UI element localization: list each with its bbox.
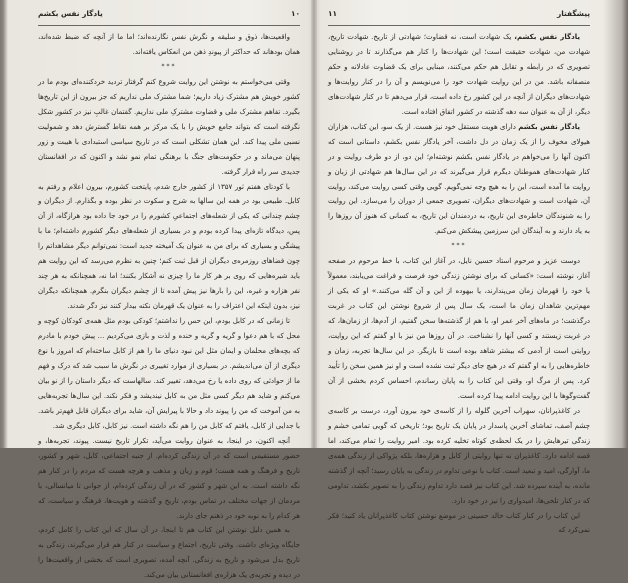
body-paragraph: به همین دلیل نوشتن این کتاب هم تا اینجا، در آن سال که این کتاب را کامل کردم، جایگاه ویژه‌ای داشت. وقتی تاریخ، اجتماع و سیاست در کنار هم قرار می‌گیرند، زندگی به تاریخ بدل می‌شود و تاریخ به زندگی. آنچه آمده، تصویری است که بخشی از واقعیت‌ها را در دیده و تجربه‌ی یک هزاره‌ی افغانستانی بیان می‌کند. — [38, 525, 300, 580]
body-paragraph: با کودتای هفتم ثور ۱۳۵۷ از کشور خارج شدم، پایتخت کشورم، بیرون اعلام و رفتم به کابل. طبیعی بود در همه این سالها به شرح و سکوت در نظر بوده و بگذارم. از دیگران و چشم چندانی که یکی از شعله‌های اجتماعیِ کشورم را در خود جا داده بود هرازگاه، از آن پس، دیدگاه تازه‌ای پیدا کرده بودم و در بسیاری از شعله‌های دیگر کشورم داشته‌ام؛ ما با پیشگی و بسیاری که برای من به عنوان یک آمیخته جدید است: نمی‌توانم دیگر مشاهداتم را چون فضاهای روزمره‌ی دیگران از قبل ثبت کنم؛ چنین به نظرم می‌رسد که این روایت هم باید شیره‌هایی که روی بر هر کار ما را چیزی نه آشکار بکنند؛ اما نه، همچنانکه به هر چند نفر هزاره و غیره، این را بارها نیز پیش آمده تا از چشم دیگران بنگرم. همچنانکه دیگران نیز، بدون اینکه این اعتراف را به عنوان یک قهرمان نکته بیدار کنند نیز دگر شدند. — [38, 181, 300, 311]
body-paragraph — [328, 30, 590, 120]
body-paragraph: وقتی می‌خواستم به نوشتن این روایت شروع کنم گرفتار تردید خردکننده‌ای بودم ما در کشور خویش هم مشترک زیاد داریم؛ شما مشترک ملی نداریم که جز بیرون از این تاریخ‌ها بگیرد. تفاهم مشترک ملی و قضاوت مشترکِ ملی نداریم. گفتمان غالبِ نیز در کشور شکل نگرفته است که بتواند جامع خویش را با یک مرکز بر همه نقاط گسترش دهد و شمولیت نسبی ملی پیدا کند. این همان تشکلی است که در تاریخ سیاسی استبدادی با هیبت و زور پنهان می‌ماند و در حکومت‌های جنگ با برهنگی تمام نمو نشد و اکنون که در افغانستان جدیدی سر راه قرار گرفته. — [38, 76, 300, 176]
section-separator: *** — [451, 242, 467, 250]
section-separator: *** — [161, 62, 177, 70]
left-page — [38, 0, 300, 580]
right-page-header — [328, 6, 590, 26]
body-paragraph: دوست عزیز و مرحوم استاد حسین نایل، در آغاز این کتاب، با خط مرحوم در صفحه آغاز، نوشته است: «کسانی که برای نوشتن زندگی خود فرصت و فراغت می‌یابند، معمولاً یا خود را قهرمان زمان می‌پندارند، یا بیهوده از این و آن گله می‌کنند.» او که یکی از مهم‌ترین شاهدان زمان ما است، یک سال پس از شروع نوشتن این کتاب در غربت درگذشت؛ در ماه‌های آخر عمر او، با هم از گذشته‌ها سخن گفتیم، از آدم‌ها، از زمان‌ها، که در غربت زیستند و کسی آنها را نشناخت. در آن روزها من نیز با او گفتم که این روایت، روایتی است از آدمی که بیشتر شاهد بوده است تا بازیگر. در این سال‌ها تجربه، زمان و خاطره‌هایی را به او گفتم که در هیچ جای دیگر ثبت نشده است و او نیز همین سخن را تأیید کرد. پس از مرگ او، وقتی این کتاب را به پایان رساندم، احساس کردم بخشی از آن گفت‌وگوها با این روایت ادامه پیدا کرده است. — [328, 256, 590, 400]
right-page — [328, 0, 590, 535]
book-gutter — [311, 0, 317, 448]
body-paragraph: در کاغذپرانان، سهراب آخرین گلوله را از کاسه‌ی خود بیرون آورد، درست بر کاسه‌ی چشم آصف، تماشای آخرین پاسدار در پایان یک تاریخ بود؛ تاریخی که گویی تمامی خشم و زندگی تیرهایش را در یک لحظه‌ی کوتاه تخلیه کرده بود. امیر روایت را تمام می‌کند، اما قصه ادامه دارد. کاغذ‌پران نه تنها روایتی از کابل و هزاره‌ها، بلکه پژواکی از زندگی همه‌ی ما، آوارگی، امید و تبعید است. کتاب با نوعی تداوم در زندگی به پایان رسید؛ آنچه از گذشته مانده، به آینده سپرده شد. این کتاب نیز قصد دارد تداوم زندگی را به تصویر بکشد، تداومی که در کنار تلخی‌ها، امیدواری را نیز در خود دارد. — [328, 405, 590, 505]
left-running-title: یادگار نفس بکشم — [38, 9, 103, 19]
paragraph-text: دارای هویت مستقل خود نیز هست. از یک سو، این کتاب، هزاران هیولای مخوف را از یک زمان در دل داشت، آخر یادگار نفس بکشم، داستانی است که اکنون آنها را می‌خواهم در یادگار نفس بکشم نوشته‌ام؛ این دو، از دو طرف روایت و در کنار شهادت‌های هموطنان دیگرم قرار می‌گیرند که در این سال‌ها هم شهادتی از زبان و روایت ما آمده است، این را به هیچ وجه نمی‌گویم. گویی وقتی کسی روایت می‌کند، روایت آن، شهادت است و شهادت‌های دیگران، تصویری جمعی از دوران را می‌سازد. این روایت را به شنوندگان خاطره‌ی این تاریخ، به دردمندان این تاریخ، به کسانی که هنوز آن روزها را به یاد دارند و به آیندگان این سرزمین پیشکش می‌کنم. — [328, 121, 590, 236]
left-page-header — [38, 6, 300, 26]
body-paragraph: این کتاب را در کنار کتاب خالد حسینی در موضع نوشتن کتاب کاغذپرانان یاد کنید؛ فکر نمی‌کرد که — [328, 510, 590, 535]
paragraph-lead: یادگار نفس بکشم — [518, 121, 580, 131]
right-page-body — [328, 30, 590, 538]
body-paragraph — [328, 120, 590, 240]
right-running-title: پیشگفتار — [557, 9, 590, 19]
paragraph-lead: یادگار نفس بکشم، — [514, 32, 580, 41]
left-page-body — [38, 30, 300, 583]
right-page-number: ۱۱ — [328, 9, 338, 19]
paragraph-text: یک شهادت است، نه قضاوت؛ شهادتی از تاریخ. شهادت تاریخ، شهادت من، شهادت حقیقت است؛ این شهادت‌ها را کنار هم می‌گذارند تا در روشنایی تصویری که در رابطه و تقابل هم حکم می‌کنند، مبنایی برای یک قضاوت عادلانه و حکم منصفانه باشد. من در این روایت شهادت خود را می‌نویسم و آن را در کنار روایت‌ها و شهادت‌های دیگران از آنچه در این کشور رخ داده است، قرار می‌دهم تا در کنار شهادت‌های دیگر، از آن به عنوان سه دهه گذشته در کشور اتفاق افتاده است. — [328, 32, 590, 116]
left-page-number: ۱۰ — [290, 9, 300, 19]
body-paragraph: آنچه اکنون، در اینجا، به عنوان روایت می‌آید، تکرار تاریخ نیست. پیوند، تجربه‌ها، و حضور مستقیمی است که در آن زندگی کرده‌ام. از جنبه اجتماعی، کابل، شهر و کشور، تاریخ و فرهنگ و همه هست؛ قوم و زبان و مذهب و هرچه هست که مردم را در کنار هم نگه داشته است. به این شهر و کشور که در آن زندگی کرده‌ام، از جوانی تا میانسالی، با مردمان از جهات مختلف در تماس بودم، تاریخ و گذشته و هویت‌ها، فرهنگ و سیاست، که هر کدام را به نوبه خود در ذهنم جای دارند. — [38, 435, 300, 520]
body-paragraph: واقعیت‌ها، ذوق و سلیقه و نگرش نفس نگارنده‌اند؛ اما ما از آنچه که ضبط شده‌اند، همان بودهاند که حداکثر از پیوندِ ذهن من انعکاس یافته‌اند. — [38, 32, 300, 56]
body-paragraph: تا زمانی که در کابل بودم، این حس را نداشتم؛ کودکی بودم مثل همه‌ی کودکان کوچه و محل که با هم دعوا و گریه و گریه و خنده و لذت و بازی می‌کردیم ... پیش خودم با مادرم که بچه‌های محلمان و ایمان مثل این نبود دنیای ما را هم از کابل ساخته‌ام که امروز با نوع دیگری از آن می‌اندیشم. در بسیاری از موارد تغییری در نگرش ما سبب شد که درک و فهم ما از حوادثی که روی داده یا رخ می‌دهد، تغییر کند. سالهاست که دیگر داستان را از نو بیان می‌کنم و شاید هم دیگر کسی مثل من به کابل نیندیشد و فکر نکند. این سال‌ها تجربه‌هایی به من آموخت که من را پیوند داد و حالا با پیرایش آن، شاید برای دیگران قابل فهم‌تر باشد. با جدایی از کابل، یافتم که کابل من را هم نگه داشته است. نیز کابل، کابل دیگری شد. — [38, 316, 300, 430]
